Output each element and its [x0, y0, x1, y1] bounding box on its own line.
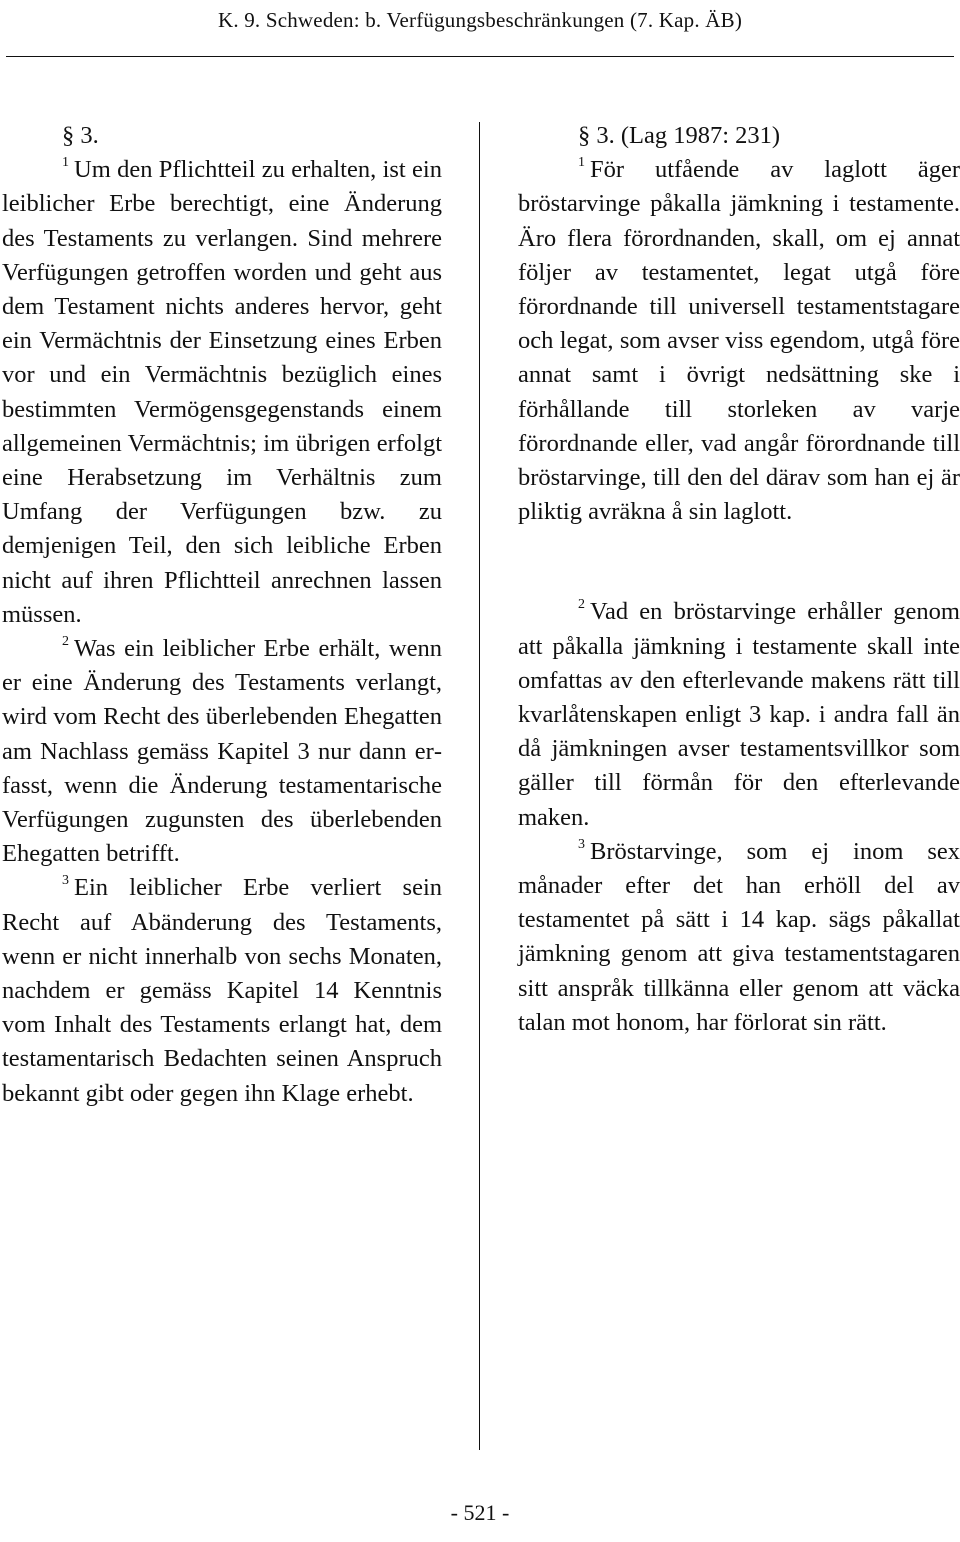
running-header: K. 9. Schweden: b. Verfügungsbeschränkungen (7. Kap. ÄB)	[217, 8, 743, 32]
paragraph-text: För utfående av laglott äger bröstarvinge påkalla jämkning i testamente. Äro flera förordnanden, skall, om ej annat följer av testamentet, legat utgå före förordnande till universell testamentstagare och legat, som avser viss egendom, utgå före annat samt i övrigt nedsättning ske i förhållande till storleken av varje förordnande eller, vad angår förordnande till bröstarvinge, till den del därav som han ej är pliktig avräkna å sin laglott.	[518, 156, 960, 526]
page-number: - 521 -	[450, 1500, 510, 1525]
paragraph-number: 3	[578, 836, 585, 852]
section-heading-swedish: § 3. (Lag 1987: 231)	[578, 122, 781, 149]
german-paragraph-2	[2, 632, 442, 871]
paragraph-text: Was ein leiblicher Erbe erhält, wenn er eine Änderung des Testaments verlangt, wird vom Recht des überlebenden Ehegatten am Nachlass gemäss Kapitel 3 nur dann erfasst, wenn die Änderung testamentarische Verfügungen zugunsten des überlebenden Ehegatten betrifft.	[2, 635, 442, 868]
german-column	[2, 119, 442, 1111]
paragraph-number: 2	[62, 634, 69, 650]
column-divider	[479, 122, 480, 1450]
paragraph-number: 1	[62, 155, 69, 171]
section-heading-german: § 3.	[62, 122, 99, 149]
paragraph-text: Bröstarvinge, som ej inom sex månader efter det han erhöll del av testamentet på sätt i 14 kap. sägs påkallat jämkning genom att giva testamentstagaren sitt anspråk tillkänna eller genom att väcka talan mot honom, har förlorat sin rätt.	[518, 837, 960, 1036]
paragraph-number: 1	[578, 155, 585, 171]
swedish-paragraph-3	[518, 835, 960, 1040]
swedish-column	[518, 119, 960, 1040]
swedish-paragraph-1	[518, 153, 960, 529]
header-rule	[6, 56, 954, 57]
paragraph-number: 3	[62, 873, 69, 889]
swedish-paragraph-2	[518, 595, 960, 834]
paragraph-text: Um den Pflichtteil zu erhalten, ist ein leiblicher Erbe berechtigt, eine Änderung des Testaments zu verlangen. Sind mehrere Verfügungen getroffen worden und geht aus dem Testament nichts anderes hervor, geht ein Vermächtnis der Einsetzung eines Erben vor und ein Vermächtnis bezüglich eines bestimmten Vermögensgegenstands einem allgemeinen Vermächtnis; im übrigen erfolgt eine Herabsetzung im Verhältnis zum Umfang der Verfügungen bzw. zu demjenigen Teil, den sich leibliche Erben nicht auf ihren Pflichtteil anrechnen lassen müssen.	[2, 156, 442, 628]
german-paragraph-3	[2, 871, 442, 1110]
german-paragraph-1	[2, 153, 442, 632]
paragraph-text: Ein leiblicher Erbe verliert sein Recht auf Abänderung des Testaments, wenn er nicht innerhalb von sechs Monaten, nachdem er gemäss Kapitel 14 Kenntnis vom Inhalt des Testaments erlangt hat, dem testamentarisch Bedachten seinen Anspruch bekannt gibt oder gegen ihn Klage erhebt.	[2, 874, 442, 1107]
paragraph-text: Vad en bröstarvinge erhåller genom att påkalla jämkning i testamente skall inte omfattas av den efterlevande makens rätt till kvarlåtenskapen enligt 3 kap. i andra fall än då jämkningen avser testamentsvillkor som gäller till förmån för den efterlevande maken.	[518, 598, 960, 831]
paragraph-number: 2	[578, 597, 585, 613]
